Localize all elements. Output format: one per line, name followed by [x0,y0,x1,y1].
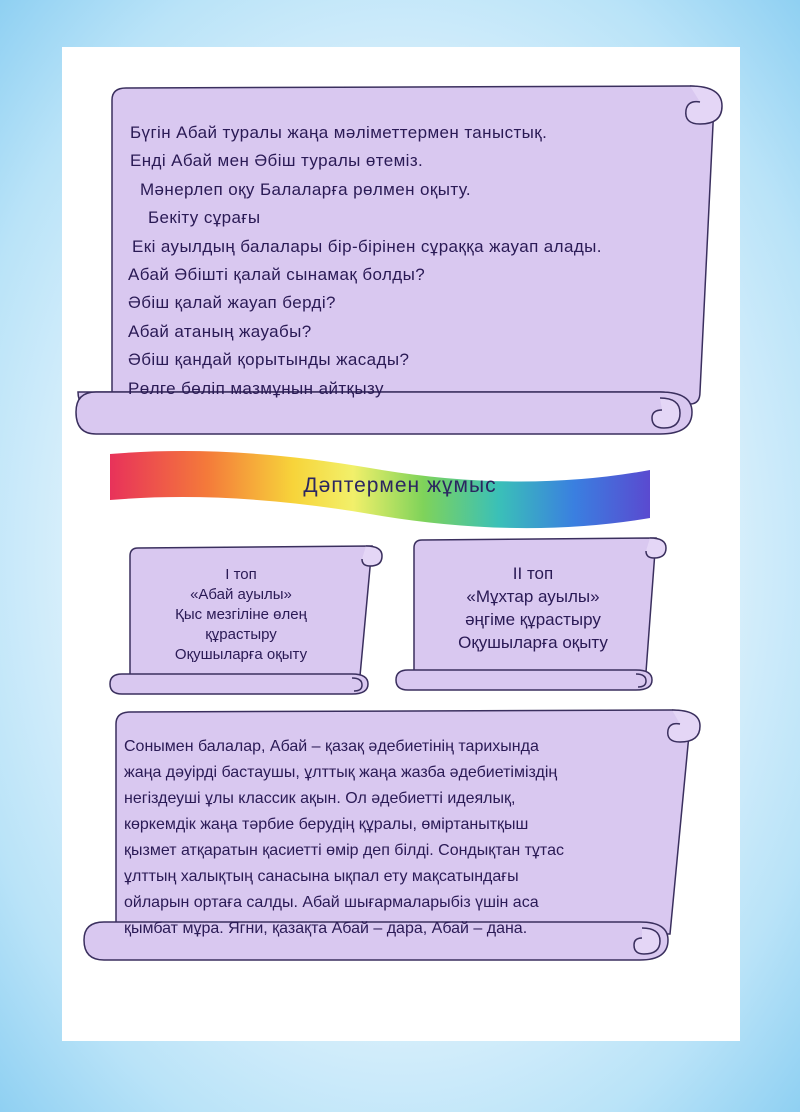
scroll-bottom-text [124,734,564,942]
text-line: көркемдік жаңа тәрбие берудің құралы, өміртанытқыш [124,816,529,833]
text-line: ойларын ортаға салды. Абай шығармаларыбіз үшін аса [124,894,539,911]
text-line: «Мұхтар ауылы» [466,587,600,606]
text-line: Қыс мезгіліне өлең [175,606,307,623]
text-line: Әбіш қандай қорытынды жасады? [128,350,410,370]
text-line: Оқушыларға оқыту [458,633,608,652]
text-line: Абай атаның жауабы? [128,321,312,341]
text-line: Мәнерлеп оқу Балаларға рөлмен оқыту. [140,179,472,199]
group1-text [128,565,354,665]
text-line: Оқушыларға оқыту [174,646,308,663]
text-line: Енді Абай мен Әбіш туралы өтеміз. [130,151,424,171]
text-line: «Абай ауылы» [190,586,292,603]
text-line: құрастыру [205,626,277,643]
scroll-top-text [128,119,602,403]
group2-text [418,562,648,654]
text-line: Бүгін Абай туралы жаңа мәліметтермен таныстық. [130,123,548,142]
text-line: Әбіш қалай жауап берді? [128,293,336,313]
text-line: әңгіме құрастыру [465,610,601,629]
text-line: жаңа дәуірді бастаушы, ұлттық жаңа жазба әдебиетіміздің [124,764,558,781]
text-line: Екі ауылдың балалары бір-бірінен сұраққа жауап алады. [132,236,602,256]
text-line: Бекіту сұрағы [148,208,261,228]
text-line: қызмет атқаратын қасиетті өмір деп білді. Сондықтан тұтас [124,842,564,859]
text-line: І топ [225,566,257,583]
banner-title: Дәптермен жұмыс [303,474,497,497]
text-line: Рөлге бөліп мазмұнын айтқызу [128,378,384,398]
text-line: негіздеуші ұлы классик ақын. Ол әдебиетті идеялық, [124,790,516,807]
text-line: ІІ топ [512,564,554,583]
text-line: ұлттың халықтың санасына ықпал ету мақсатындағы [124,868,519,885]
text-line: Абай Әбішті қалай сынамақ болды? [128,265,426,285]
text-line: Сонымен балалар, Абай – қазақ әдебиетінің тарихында [124,738,539,755]
text-line: қымбат мұра. Ягни, қазақта Абай – дара, Абай – дана. [124,920,528,937]
